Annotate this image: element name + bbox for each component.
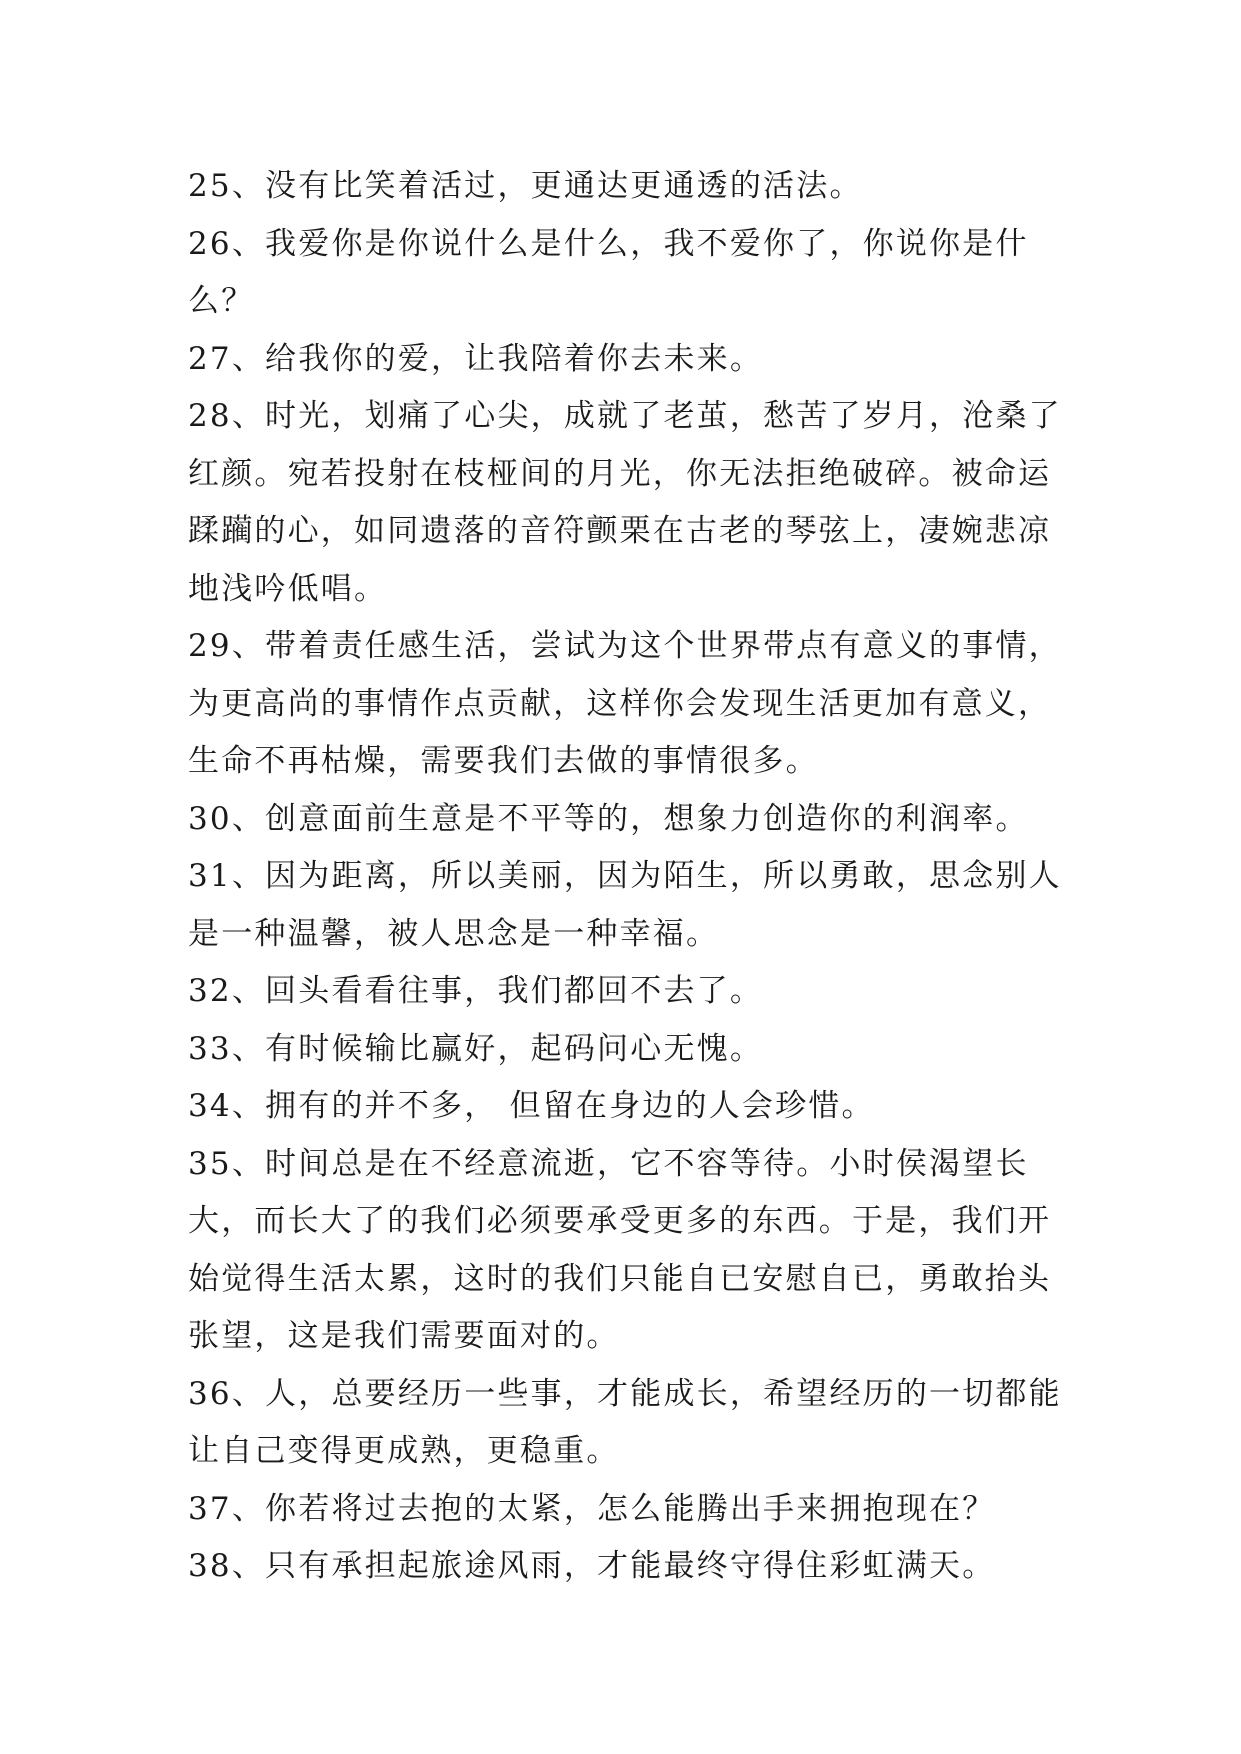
quote-number: 33	[188, 1030, 232, 1067]
quote-entry-34	[188, 1078, 1068, 1136]
quote-text: 、你若将过去抱的太紧，怎么能腾出手来拥抱现在？	[231, 1490, 996, 1527]
quote-entry-36	[188, 1366, 1068, 1481]
quote-text: 、有时候输比赢好，起码问心无愧。	[231, 1030, 764, 1067]
quote-text: 、只有承担起旅途风雨，才能最终守得住彩虹满天。	[231, 1548, 996, 1584]
quote-number: 25	[188, 168, 232, 204]
quote-entry-35	[188, 1136, 1068, 1366]
quote-entry-31	[188, 848, 1068, 963]
quote-text: 、时光，划痛了心尖，成就了老茧，愁苦了岁月，沧桑了红颜。宛若投射在枝桠间的月光，你无法拒绝破碎。被命运蹂躏的心，如同遗落的音符颤栗在古老的琴弦上，凄婉悲凉地浅吟低唱。	[188, 398, 1062, 607]
quote-text: 、给我你的爱，让我陪着你去未来。	[231, 340, 764, 377]
quote-entry-32	[188, 963, 1068, 1021]
quote-entry-33	[188, 1021, 1068, 1079]
quote-number: 31	[188, 858, 232, 894]
quote-number: 26	[188, 225, 232, 262]
quote-text: 、带着责任感生活，尝试为这个世界带点有意义的事情，为更高尚的事情作点贡献，这样你会发现生活更加有意义，生命不再枯燥，需要我们去做的事情很多。	[188, 628, 1062, 779]
quote-number: 34	[188, 1088, 232, 1124]
quote-number: 37	[188, 1490, 232, 1527]
quote-text: 、拥有的并不多， 但留在身边的人会珍惜。	[231, 1088, 875, 1124]
quote-number: 38	[188, 1548, 232, 1584]
quote-number: 32	[188, 973, 232, 1009]
quote-text: 、我爱你是你说什么是什么，我不爱你了，你说你是什么？	[188, 225, 1029, 319]
quote-entry-26	[188, 216, 1068, 331]
quote-entry-28	[188, 388, 1068, 618]
quote-text: 、人，总要经历一些事，才能成长，希望经历的一切都能让自己变得更成熟，更稳重。	[188, 1375, 1062, 1469]
quote-entry-25	[188, 158, 1068, 216]
quote-number: 27	[188, 340, 232, 377]
quote-text: 、没有比笑着活过，更通达更通透的活法。	[231, 168, 863, 204]
quote-text: 、时间总是在不经意流逝，它不容等待。小时侯渴望长大，而长大了的我们必须要承受更多的东西。于是，我们开始觉得生活太累，这时的我们只能自已安慰自已，勇敢抬头张望，这是我们需要面对的。	[188, 1145, 1052, 1354]
quote-entry-37	[188, 1481, 1068, 1539]
quote-number: 29	[188, 628, 232, 664]
quote-entry-38	[188, 1538, 1068, 1596]
quote-list	[188, 158, 1068, 1596]
quote-entry-27	[188, 331, 1068, 389]
quote-number: 35	[188, 1145, 232, 1182]
quote-text: 、回头看看往事，我们都回不去了。	[231, 973, 764, 1009]
quote-text: 、因为距离，所以美丽，因为陌生，所以勇敢，思念别人是一种温馨，被人思念是一种幸福。	[188, 858, 1062, 952]
quote-text: 、创意面前生意是不平等的，想象力创造你的利润率。	[231, 800, 1029, 837]
quote-number: 36	[188, 1375, 232, 1412]
quote-entry-29	[188, 618, 1068, 791]
quote-entry-30	[188, 791, 1068, 849]
quote-number: 28	[188, 398, 232, 434]
quote-number: 30	[188, 800, 232, 837]
